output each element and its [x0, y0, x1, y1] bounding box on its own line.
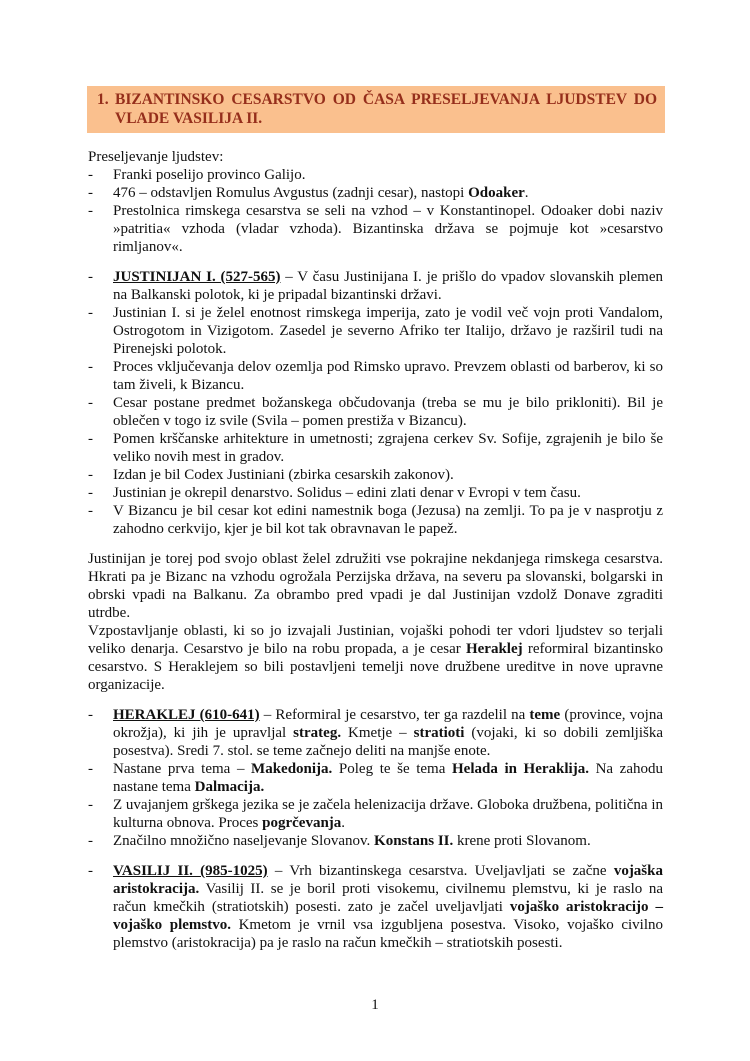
text-run: Kmetje – — [341, 725, 414, 741]
document-body — [88, 148, 663, 952]
list-item — [88, 832, 663, 850]
text-run: – V času Justinijana I. je prišlo do vpadov slovanskih plemen na Balkanski polotok, ki je pripadal bizantinski državi. — [113, 269, 663, 303]
list-item — [88, 184, 663, 202]
text-run: JUSTINIJAN I. (527-565) — [113, 269, 281, 285]
text-run: Dalmacija. — [194, 779, 265, 795]
text-run: Preseljevanje ljudstev: — [88, 149, 224, 165]
list-item-text — [113, 484, 663, 502]
list-item — [88, 466, 663, 484]
list-item-text — [113, 430, 663, 466]
list-bullet: - — [88, 485, 93, 501]
list-item — [88, 394, 663, 430]
text-run: reformiral bizantinsko cesarstvo. S Heraklejem so bili postavljeni temelji nove družbene ureditve in nove upravne organizacije. — [88, 641, 663, 693]
list-item — [88, 706, 663, 760]
text-run: krene proti Slovanom. — [453, 833, 591, 849]
blank-line — [88, 694, 663, 706]
text-run: (province, vojna okrožja), ki jih je upravljal — [113, 707, 663, 741]
list-item — [88, 430, 663, 466]
text-run: strateg. — [293, 725, 342, 741]
list-item-text — [113, 466, 663, 484]
list-item — [88, 760, 663, 796]
list-bullet: - — [88, 359, 93, 375]
text-run: 476 – odstavljen Romulus Avgustus (zadnji cesar), nastopi — [113, 185, 469, 201]
list-item — [88, 796, 663, 832]
list-item — [88, 484, 663, 502]
text-run: Cesar postane predmet božanskega občudovanja (treba se mu je bilo prikloniti). Bil je oblečen v togo iz svile (Svila – pomen prestiža v Bizancu). — [113, 395, 663, 429]
text-run: Vzpostavljanje oblasti, ki so jo izvajali Justinian, vojaški pohodi ter vdori ljudstev so terjali veliko denarja. Cesarstvo je bilo na robu propada, a je cesar — [88, 623, 663, 657]
text-run: Na zahodu nastane tema — [113, 761, 663, 795]
text-run: Franki poselijo provinco Galijo. — [113, 167, 306, 183]
text-run: Pomen krščanske arhitekture in umetnosti; zgrajena cerkev Sv. Sofije, zgrajenih je bilo še veliko novih mest in gradov. — [113, 431, 663, 465]
list-item-text — [113, 166, 663, 184]
text-run: Kmetom je vrnil vsa izgubljena posestva. Visoko, vojaško civilno plemstvo (aristokracija) pa je raslo na račun kmečkih – stratiotskih posesti. — [113, 917, 664, 951]
page-number: 1 — [371, 997, 379, 1013]
list-item-text — [113, 706, 663, 760]
text-run: pogrčevanja — [262, 815, 342, 831]
list-item — [88, 166, 663, 184]
text-run: Helada in Heraklija. — [452, 761, 589, 777]
text-run: Nastane prva tema – — [113, 761, 252, 777]
paragraph — [88, 622, 663, 694]
text-run: Proces vključevanja delov ozemlja pod Rimsko upravo. Prevzem oblasti od barberov, ki so tam živeli, k Bizancu. — [113, 359, 663, 393]
heading-number: 1. — [97, 91, 109, 108]
list-item — [88, 268, 663, 304]
text-run: Makedonija. — [251, 761, 333, 777]
text-run: Justinian I. si je želel enotnost rimskega imperija, zato je vodil več vojn proti Vandalom, Ostrogotom in Vizigotom. Zasedel je severno Afriko ter Italijo, državo je razširil tudi na Pirenejski polotok. — [113, 305, 663, 357]
list-bullet: - — [88, 167, 93, 183]
list-bullet: - — [88, 503, 93, 519]
list-bullet: - — [88, 797, 93, 813]
text-run: Justinian je okrepil denarstvo. Solidus – edini zlati denar v Evropi v tem času. — [113, 485, 581, 501]
list-item-text — [113, 268, 663, 304]
list-bullet: - — [88, 431, 93, 447]
text-run: vojaška aristokracija. — [113, 863, 663, 897]
text-run: Odoaker — [468, 185, 525, 201]
list-bullet: - — [88, 269, 93, 285]
list-item-text — [113, 502, 663, 538]
list-bullet: - — [88, 467, 93, 483]
blank-line — [88, 850, 663, 862]
paragraph — [88, 550, 663, 622]
text-run: VASILIJ II. (985-1025) — [113, 863, 268, 879]
list-item-text — [113, 832, 663, 850]
list-item-text — [113, 184, 663, 202]
text-run: Značilno množično naseljevanje Slovanov. — [113, 833, 375, 849]
list-item — [88, 862, 663, 952]
text-run: . — [341, 815, 346, 831]
text-run: – Vrh bizantinskega cesarstva. Uveljavljati se začne — [267, 863, 614, 879]
text-run: Poleg te še tema — [332, 761, 452, 777]
list-item-text — [113, 796, 663, 832]
text-run: . — [524, 185, 529, 201]
text-run: Z uvajanjem grškega jezika se je začela helenizacija države. Globoka družbena, politična in kulturna obnova. Proces — [113, 797, 663, 831]
list-item-text — [113, 358, 663, 394]
list-bullet: - — [88, 395, 93, 411]
list-bullet: - — [88, 761, 93, 777]
text-run: (vojaki, ki so dobili zemljiška posestva). Sredi 7. stol. se teme začnejo deliti na manjše enote. — [113, 725, 663, 759]
list-bullet: - — [88, 305, 93, 321]
text-run: Prestolnica rimskega cesarstva se seli na vzhod – v Konstantinopel. Odoaker dobi naziv »patritia« vzhoda (vladar vzhoda). Bizantinska država se pojmuje kot »cesarstvo rimljanov«. — [113, 203, 663, 255]
list-item-text — [113, 862, 663, 952]
text-run: stratioti — [413, 725, 465, 741]
list-item — [88, 358, 663, 394]
text-run: vojaško aristokracijo – vojaško plemstvo. — [113, 899, 664, 933]
list-bullet: - — [88, 833, 93, 849]
text-run: HERAKLEJ (610-641) — [113, 707, 260, 723]
text-run: Izdan je bil Codex Justiniani (zbirka cesarskih zakonov). — [113, 467, 454, 483]
blank-line — [88, 256, 663, 268]
blank-line — [88, 538, 663, 550]
text-run: teme — [529, 707, 561, 723]
heading-title: BIZANTINSKO CESARSTVO OD ČASA PRESELJEVANJA LJUDSTEV DO VLADE VASILIJA II. — [115, 91, 657, 127]
list-item-text — [113, 202, 663, 256]
list-item-text — [113, 760, 663, 796]
list-bullet: - — [88, 203, 93, 219]
list-item — [88, 502, 663, 538]
list-item-text — [113, 394, 663, 430]
text-run: Vasilij II. se je boril proti visokemu, civilnemu plemstvu, ki je raslo na račun kmečkih (stratiotskih) posesti. zato je začel uveljavljati — [113, 881, 663, 915]
section-heading — [87, 86, 665, 133]
list-bullet: - — [88, 863, 93, 879]
text-run: Konstans II. — [374, 833, 454, 849]
list-item-text — [113, 304, 663, 358]
list-bullet: - — [88, 707, 93, 723]
text-run: Heraklej — [465, 641, 523, 657]
paragraph — [88, 148, 663, 166]
list-item — [88, 304, 663, 358]
text-run: – Reformiral je cesarstvo, ter ga razdelil na — [259, 707, 530, 723]
list-bullet: - — [88, 185, 93, 201]
text-run: Justinijan je torej pod svojo oblast želel združiti vse pokrajine nekdanjega rimskega cesarstva. Hkrati pa je Bizanc na vzhodu ogrožala Perzijska država, na severu pa slovanski, bolgarski in obrski vpadi na Balkanu. Za obrambo pred vpadi je dal Justinijan vzdolž Donave zgraditi utrdbe. — [88, 551, 663, 621]
text-run: V Bizancu je bil cesar kot edini namestnik boga (Jezusa) na zemlji. To pa je v nasprotju z zahodno cerkvijo, kjer je bil kot tak obravnavan le papež. — [113, 503, 663, 537]
list-item — [88, 202, 663, 256]
